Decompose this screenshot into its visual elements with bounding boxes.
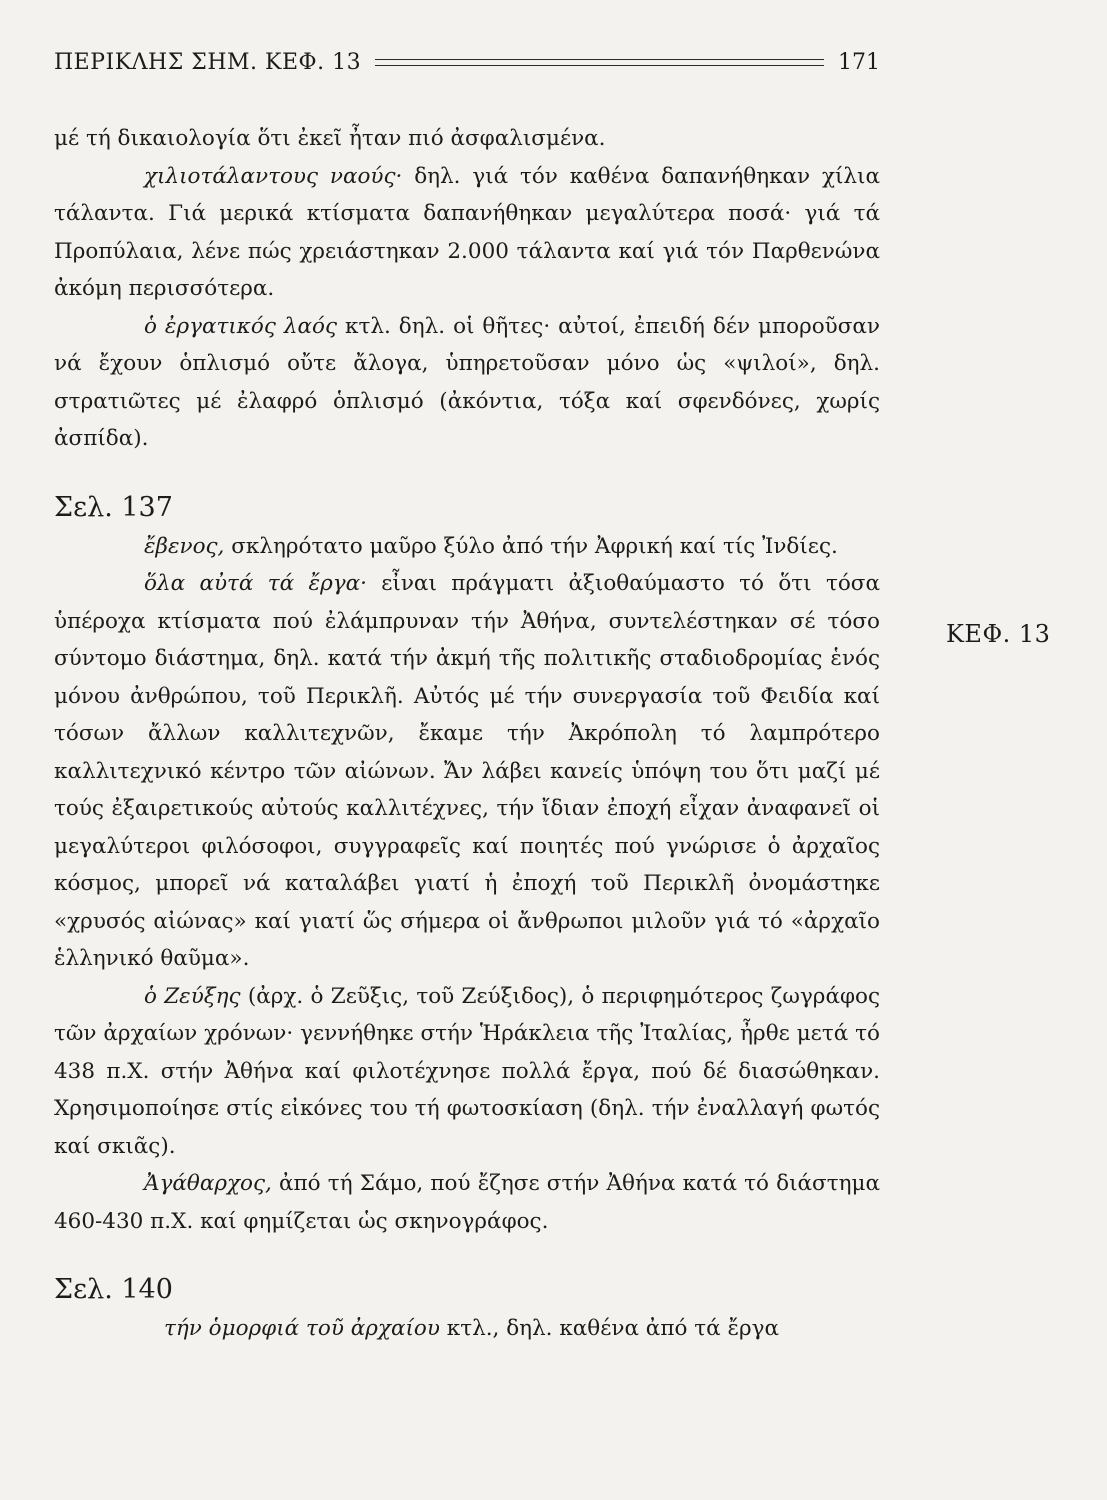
note-text: σκληρότατο μαῦρο ξύλο ἀπό τήν Ἀφρική καί τίς Ἰνδίες.	[224, 533, 838, 559]
note-term: ὁ ἐργατικός λαός	[144, 313, 338, 339]
note-term: ἔβενος,	[144, 533, 225, 559]
note-term: Ἀγάθαρχος,	[144, 1171, 272, 1196]
note-term: ὁ Ζεύξης	[144, 983, 241, 1009]
note-omorfia	[54, 1310, 880, 1348]
header-double-rule	[375, 59, 824, 66]
note-term: ὅλα αὐτά τά ἔργα·	[144, 571, 367, 596]
note-ola-afta-ta-erga	[54, 565, 880, 978]
paragraph-1: μέ τή δικαιολογία ὅτι ἐκεῖ ἦταν πιό ἀσφαλισμένα.	[54, 126, 606, 151]
running-title: ΠΕΡΙΚΛΗΣ ΣΗΜ. ΚΕΦ. 13	[54, 49, 362, 75]
note-text: (ἀρχ. ὁ Ζεῦξις, τοῦ Ζεύξιδος), ὁ περιφημότερος ζωγράφος τῶν ἀρχαίων χρόνων· γεννήθηκε στήν Ἡράκλεια τῆς Ἰταλίας, ἦρθε μετά τό 438 π.Χ. στήν Ἀθήνα καί φιλοτέχνησε πολλά ἔργα, πού δέ διασώθηκαν. Χρησιμοποίησε στίς εἰκόνες του τή φωτοσκίαση (δηλ. τήν ἐναλλαγή φωτός καί σκιᾶς).	[54, 983, 880, 1159]
note-chiliotalantous	[54, 158, 880, 308]
note-ergatikos-laos	[54, 308, 880, 458]
note-term: τήν ὁμορφιά τοῦ ἀρχαίου	[164, 1316, 440, 1341]
note-text: δηλ. γιά τόν καθένα δαπανήθηκαν χίλια τάλαντα. Γιά μερικά κτίσματα δαπανήθηκαν μεγαλύτερα ποσά· γιά τά Προπύλαια, λένε πώς χρειάστηκαν 2.000 τάλαντα καί γιά τόν Παρθενώνα ἀκόμη περισσότερα.	[54, 163, 880, 301]
note-agatharchos	[54, 1165, 880, 1240]
note-evenos	[54, 528, 880, 566]
page-number: 171	[838, 49, 880, 75]
note-term: χιλιοτάλαντους ναούς·	[144, 163, 403, 189]
body-text	[54, 120, 880, 1348]
running-header	[54, 44, 880, 80]
note-text: ἀπό τή Σάμο, πού ἔζησε στήν Ἀθήνα κατά τό διάστημα 460-430 π.Χ. καί φημίζεται ὡς σκηνογράφος.	[54, 1171, 880, 1234]
section-heading-140: Σελ. 140	[54, 1274, 173, 1305]
note-text: κτλ. δηλ. οἱ θῆτες· αὐτοί, ἐπειδή δέν μποροῦσαν νά ἔχουν ὁπλισμό οὔτε ἄλογα, ὑπηρετοῦσαν μόνο ὡς «ψιλοί», δηλ. στρατιῶτες μέ ἐλαφρό ὁπλισμό (ἀκόντια, τόξα καί σφενδόνες, χωρίς ἀσπίδα).	[54, 313, 880, 451]
section-heading-137: Σελ. 137	[54, 491, 173, 523]
note-text: εἶναι πράγματι ἀξιοθαύμαστο τό ὅτι τόσα ὑπέροχα κτίσματα πού ἐλάμπρυναν τήν Ἀθήνα, συντελέστηκαν σέ τόσο σύντομο διάστημα, δηλ. κατά τήν ἀκμή τῆς πολιτικῆς σταδιοδρομίας ἑνός μόνου ἀνθρώπου, τοῦ Περικλῆ. Αὐτός μέ τήν συνεργασία τοῦ Φειδία καί τόσων ἄλλων καλλιτεχνῶν, ἔκαμε τήν Ἀκρόπολη τό λαμπρότερο καλλιτεχνικό κέντρο τῶν αἰώνων. Ἄν λάβει κανείς ὑπόψη του ὅτι μαζί μέ τούς ἐξαιρετικούς αὐτούς καλλιτέχνες, τήν ἴδιαν ἐποχή εἶχαν ἀναφανεῖ οἱ μεγαλύτεροι φιλόσοφοι, συγγραφεῖς καί ποιητές πού γνώρισε ὁ ἀρχαῖος κόσμος, μπορεῖ νά καταλάβει γιατί ἡ ἐποχή τοῦ Περικλῆ ὀνομάστηκε «χρυσός αἰώνας» καί γιατί ὥς σήμερα οἱ ἄνθρωποι μιλοῦν γιά τό «ἀρχαῖο ἑλληνικό θαῦμα».	[54, 571, 880, 971]
note-zeuxis	[54, 978, 880, 1166]
note-text: κτλ., δηλ. καθένα ἀπό τά ἔργα	[439, 1316, 780, 1341]
margin-chapter-label: ΚΕΦ. 13	[946, 620, 1051, 648]
